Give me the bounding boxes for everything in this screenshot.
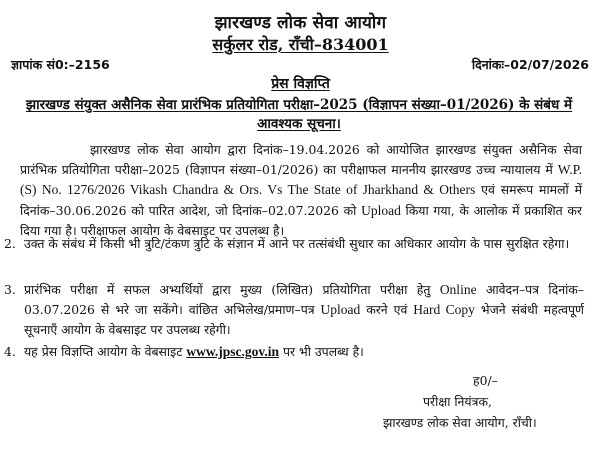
item-4-part2: पर भी उपलब्ध है। <box>279 344 364 359</box>
item-3-part3: करने एवं <box>360 302 414 317</box>
item-3-part1: प्रारंभिक परीक्षा में सफल अभ्यर्थियों द्वारा मुख्य (लिखित) प्रतियोगिता परीक्षा हेतु <box>24 282 440 297</box>
upload-term: Upload <box>320 302 361 317</box>
signature-block <box>383 370 583 433</box>
org-address-text: सर्कुलर रोड, राँची–834001 <box>212 35 389 54</box>
list-item-number: 2. <box>4 236 16 251</box>
list-item-4 <box>4 342 584 362</box>
org-address <box>0 33 601 55</box>
list-item-text <box>24 342 584 362</box>
list-item-2 <box>4 234 584 254</box>
item-3-part4: भेजने संबंधी महत्वपूर्ण सूचनाएँ आयोग के वेबसाइट पर उपलब्ध रहेगी। <box>24 302 584 337</box>
press-release-title <box>0 74 601 93</box>
signatory-organization: झारखण्ड लोक सेवा आयोग, राँची। <box>383 415 537 430</box>
subject-line: झारखण्ड संयुक्त असैनिक सेवा प्रारंभिक प्रतियोगिता परीक्षा–2025 (विज्ञापन संख्या–01/2026) के संबंध में आवश्यक सूचना। <box>25 97 573 132</box>
case-reference: W.P.(S) No. 1276/2026 Vikash Chandra & Ors. Vs The State of Jharkhand & Others <box>20 162 582 198</box>
reference-date: दिनांकः–02/07/2026 <box>471 57 589 72</box>
list-item-text: उक्त के संबंध में किसी भी त्रुटि/टंकण त्रुटि के संज्ञान में आने पर तत्संबंधी सुधार का अधिकार आयोग के पास सुरक्षित रहेगा। <box>24 236 570 251</box>
paragraph-1-part2: एवं समरूप मामलों में दिनांक–30.06.2026 को पारित आदेश, जो दिनांक–02.07.2026 को <box>20 182 582 218</box>
signatory-designation: परीक्षा नियंत्रक, <box>423 394 492 409</box>
reference-number: ज्ञापांक सं0:–2156 <box>11 57 110 72</box>
online-term: Online <box>439 282 477 297</box>
press-release-title-text: प्रेस विज्ञप्ति <box>271 76 330 92</box>
hard-copy-term: Hard Copy <box>413 302 475 317</box>
paragraph-1-part3: किया गया, के आलोक में प्रकाशित कर दिया गया है। परीक्षाफल आयोग के वेबसाइट पर उपलब्ध है। <box>20 202 582 238</box>
paragraph-1-part1: झारखण्ड लोक सेवा आयोग द्वारा दिनांक–19.04.2026 को आयोजित झारखण्ड संयुक्त असैनिक सेवा प्रारंभिक प्रतियोगिता परीक्षा–2025 (विज्ञापन संख्या–01/2026) का परीक्षाफल माननीय झारखण्ड उच्च न्यायालय में <box>20 142 582 178</box>
item-3-part2: आवेदन–पत्र दिनांक–03.07.2026 से भरे जा सकेंगे। वांछित अभिलेख/प्रमाण–पत्र <box>24 282 584 317</box>
list-item-text <box>24 280 584 340</box>
website-link[interactable]: www.jpsc.gov.in <box>186 344 280 359</box>
list-item-3 <box>4 280 584 340</box>
paragraph-1 <box>20 140 582 241</box>
list-item-number: 3. <box>4 282 16 297</box>
upload-term: Upload <box>361 202 401 218</box>
item-4-part1: यह प्रेस विज्ञप्ति आयोग के वेबसाइट <box>24 344 187 359</box>
list-item-number: 4. <box>4 344 16 359</box>
org-name-heading: झारखण्ड लोक सेवा आयोग <box>214 13 387 33</box>
signature-mark: ह0/– <box>473 373 498 388</box>
